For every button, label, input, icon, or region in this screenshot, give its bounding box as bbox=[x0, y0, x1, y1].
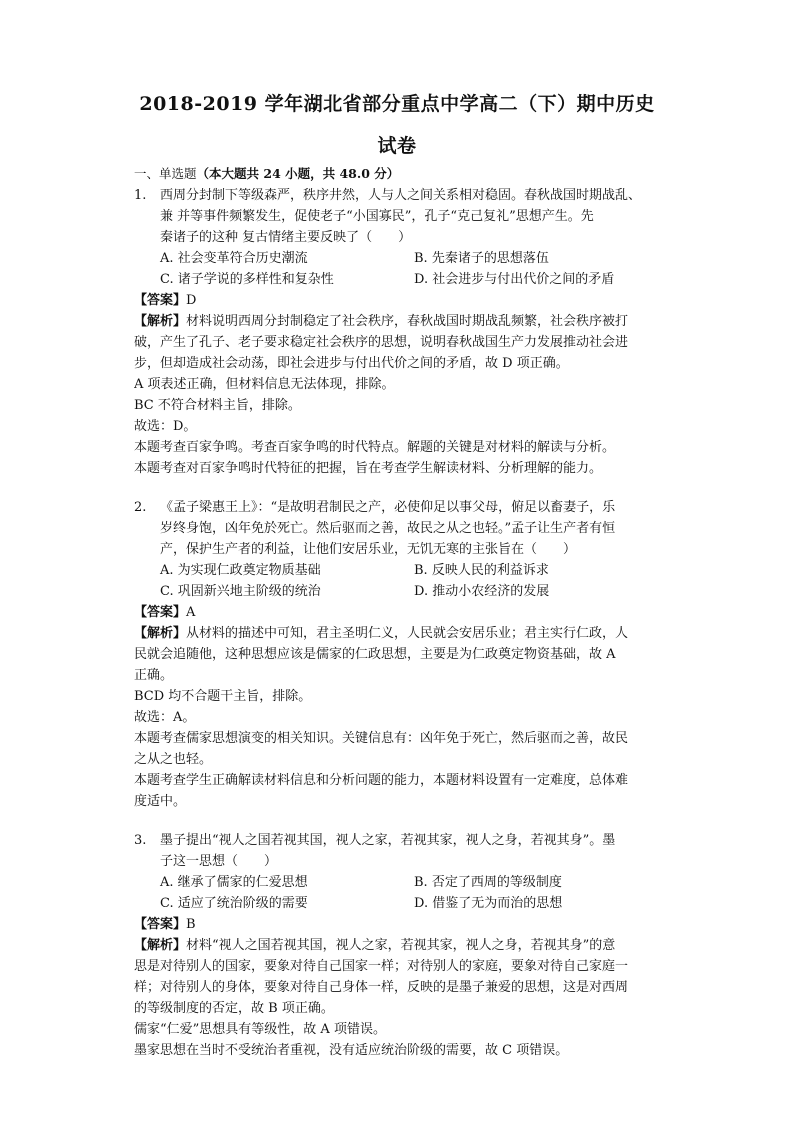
analysis: 【解析】材料“视人之国若视其国，视人之家，若视其家，视人之身，若视其身”的意 思是对待别人的国家，要象对待自己国家一样；对待别人的家庭，要象对待自己家庭一 样；对待别人的身体，要象对待自己身体一样，反映的是墨子兼爱的思想，这是对西周 的等级制度的否定，故 B 项正确。 儒家“仁爱”思想具有等级性，故 A 项错误。 墨家思想在当时不受统治者重视，没有适应统治阶级的需要，故 C 项错误。 bbox=[134, 938, 629, 1058]
option-row bbox=[134, 893, 674, 914]
question-1 bbox=[134, 185, 674, 479]
option-c: C. 适应了统治阶级的需要 bbox=[160, 896, 308, 911]
question-number: 3. bbox=[134, 833, 147, 848]
document-title-line-2: 试卷 bbox=[377, 135, 417, 157]
option-a: A. 为实现仁政奠定物质基础 bbox=[160, 563, 321, 578]
question-stem: 3. 墨子提出“视人之国若视其国，视人之家，若视其家，视人之身，若视其身”。墨 子这一思想（ ） bbox=[134, 830, 674, 872]
option-row bbox=[134, 248, 674, 269]
answer-line: 【答案】A bbox=[134, 605, 196, 620]
question-2 bbox=[134, 497, 674, 812]
option-a: A. 社会变革符合历史潮流 bbox=[160, 251, 308, 266]
option-c: C. 诸子学说的多样性和复杂性 bbox=[160, 272, 334, 287]
answer-line: 【答案】B bbox=[134, 917, 196, 932]
analysis: 【解析】材料说明西周分封制稳定了社会秩序，春秋战国时期战乱频繁，社会秩序被打 破，产生了孔子、老子要求稳定社会秩序的思想，说明春秋战国生产力发展推动社会进 步，但却造成社会动荡，即社会进步与付出代价之间的矛盾，故 D 项正确。 A 项表述正确，但材料信息无法体现，排除。 BC 不符合材料主旨，排除。 故选：D。 本题考查百家争鸣。考查百家争鸣的时代特点。解题的关键是对材料的解读与分析。 本题考查对百家争鸣时代特征的把握，旨在考查学生解读材料、分析理解的能力。 bbox=[134, 314, 629, 476]
question-3 bbox=[134, 830, 674, 1061]
option-row bbox=[134, 581, 674, 602]
option-c: C. 巩固新兴地主阶级的统治 bbox=[160, 584, 321, 599]
question-stem: 2. 《孟子梁惠王上》：“是故明君制民之产，必使仰足以事父母，俯足以畜妻子，乐 岁终身饱，凶年免於死亡。然后驱而之善，故民之从之也轻。”孟子让生产者有恒 产，保护生产者的利益，让他们安居乐业，无饥无寒的主张旨在（ ） bbox=[134, 497, 674, 560]
option-d: D. 借鉴了无为而治的思想 bbox=[414, 896, 563, 911]
section-heading bbox=[134, 165, 399, 183]
question-number: 2. bbox=[134, 500, 147, 515]
option-b: B. 反映人民的利益诉求 bbox=[414, 563, 549, 578]
answer-line: 【答案】D bbox=[134, 293, 197, 308]
option-d: D. 推动小农经济的发展 bbox=[414, 584, 550, 599]
option-b: B. 先秦诸子的思想落伍 bbox=[414, 251, 549, 266]
answer-value: D bbox=[186, 293, 197, 308]
question-number: 1. bbox=[134, 188, 147, 203]
answer-value: A bbox=[186, 605, 196, 620]
document-title-line-1: 2018-2019 学年湖北省部分重点中学高二（下）期中历史 bbox=[139, 93, 655, 115]
option-row bbox=[134, 269, 674, 290]
option-row bbox=[134, 560, 674, 581]
section-note: （本大题共 24 小题，共 48.0 分） bbox=[196, 166, 400, 181]
option-row bbox=[134, 872, 674, 893]
section-label: 一、单选题 bbox=[134, 166, 197, 181]
analysis: 【解析】从材料的描述中可知，君主圣明仁义，人民就会安居乐业；君主实行仁政，人 民就会追随他，这种思想应该是儒家的仁政思想，主要是为仁政奠定物资基础，故 A 正确。 BCD 均不合题干主旨，排除。 故选：A。 本题考查儒家思想演变的相关知识。关键信息有：凶年免于死亡，然后驱而之善，故民 之从之也轻。 本题考查学生正确解读材料信息和分析问题的能力，本题材料设置有一定难度，总体难 度适中。 bbox=[134, 626, 629, 809]
option-d: D. 社会进步与付出代价之间的矛盾 bbox=[414, 272, 615, 287]
option-b: B. 否定了西周的等级制度 bbox=[414, 875, 562, 890]
answer-value: B bbox=[186, 917, 196, 932]
option-a: A. 继承了儒家的仁爱思想 bbox=[160, 875, 308, 890]
question-stem: 1. 西周分封制下等级森严，秩序井然，人与人之间关系相对稳固。春秋战国时期战乱、 兼 并等事件频繁发生，促使老子“小国寡民”，孔子“克己复礼”思想产生。先 秦诸子的这种 复古情绪主要反映了（ ） bbox=[134, 185, 674, 248]
